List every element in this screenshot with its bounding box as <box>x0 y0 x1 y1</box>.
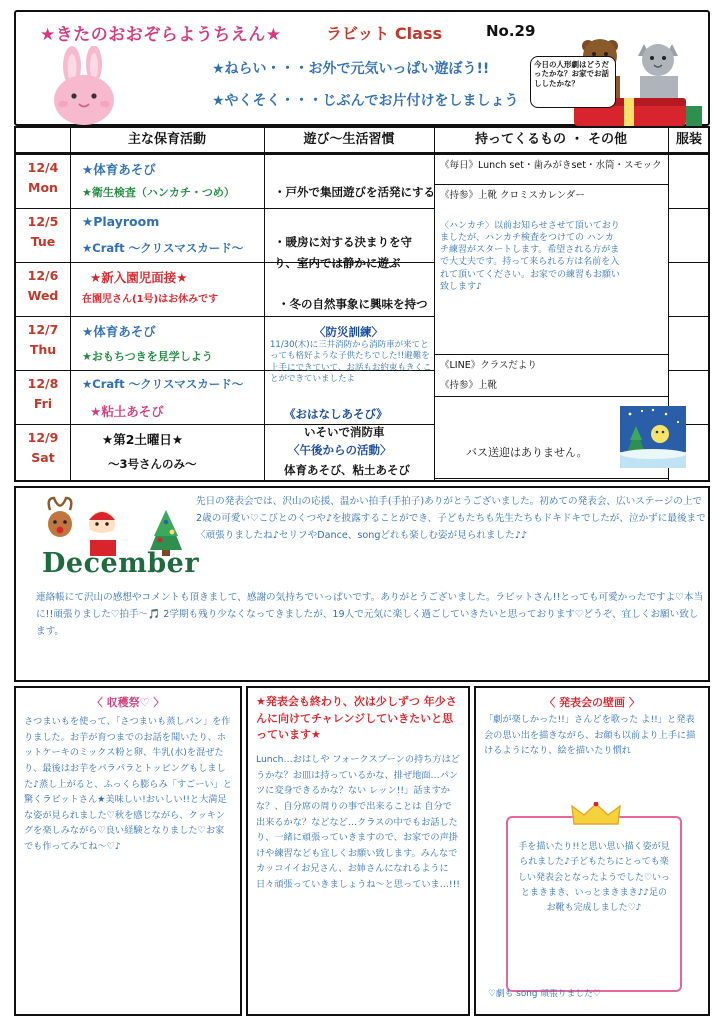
bring-item-5: バス送迎はありません。 <box>466 446 588 459</box>
december-text-1: 先日の発表会では、沢山の応援、温かい拍手(手拍子)ありがとうございました。初めての発表会、広いステージの上で2歳の可愛い♡こびとのくつや♪を披露することができ、子どもたちも先生たちもドキドキでしたが、泣かずに最後まで〈頑張りましたね♪セリフやDance、songどれも楽しむ姿が見られました♪♪ <box>196 496 706 541</box>
table-row-date-0: 12/4 Mon <box>27 160 59 195</box>
play-item-6: いそいで消防車 <box>304 425 385 439</box>
play-item-8: 体育あそび、粘土あそび <box>284 463 411 477</box>
table-row-date-3: 12/7 Thu <box>27 322 59 357</box>
december-word: December <box>42 548 200 579</box>
header <box>14 10 710 126</box>
wall-art-body: 「劇が楽しかった!!」さんどを歌った よ!!」と発表会の思い出を描きながら、お顔も以前より上手に描けるようになり、絵を描いたり慣れ <box>484 714 696 757</box>
col-header-bring: 持ってくるもの ・ その他 <box>474 132 628 147</box>
col-header-clothes: 服装 <box>675 132 702 147</box>
clothes-divider-3 <box>668 316 710 317</box>
table-row-date-1: 12/5 Tue <box>27 214 59 249</box>
activity-1-1: ★Craft ～クリスマスカード～ <box>82 241 244 255</box>
clothes-divider-2 <box>668 262 710 263</box>
play-item-0: ・戸外で集団遊びを活発にする <box>274 185 435 199</box>
table-row-date-4: 12/8 Fri <box>27 376 59 411</box>
col-divider-1 <box>70 128 71 480</box>
clothes-divider-4 <box>668 370 710 371</box>
harvest-festival-box <box>14 686 242 1016</box>
bring-item-1: 《持参》上靴 クロミスカレンダー <box>440 190 585 201</box>
row-divider-3 <box>16 316 434 317</box>
bring-item-2: 〈ハンカチ〉以前お知らせさせて頂いておりましたが、ハンカチ検査をつけての ハンカチ練習がスタートします。希望される方がまで大丈夫です。持って来られる方は名前を入れて頂いてください。お家での練習もお願い致します♪ <box>440 221 621 292</box>
col-divider-3 <box>434 128 435 480</box>
rabbit-illustration <box>38 46 158 128</box>
activity-3-0: ★体育あそび <box>82 324 156 339</box>
play-item-3: 〈防災訓練〉 <box>314 325 383 339</box>
page-title: ★きたのおおぞらようちえん★ <box>40 25 282 45</box>
activity-4-1: ★粘土あそび <box>90 404 164 419</box>
crown-icon <box>570 802 622 828</box>
activity-5-0: ★第2土曜日★ <box>102 432 184 447</box>
issue-number: No.29 <box>486 22 536 40</box>
bring-item-4: 《持参》上靴 <box>440 380 498 391</box>
play-item-1: ・暖房に対する決まりを守り、室内では静かに遊ぶ <box>274 235 412 270</box>
next-steps-title: ★発表会も終わり、次は少しずつ 年少さんに向けてチャレンジしていきたいと思っています★ <box>256 695 457 741</box>
harvest-festival-body: さつまいもを使って、「さつまいも蒸しパン」を作りました。お芋が育つまでのお話を聞いたり、ホットケーキのミックス粉と卵、牛乳(水)を混ぜたり、最後はお芋をパラパラとトッピングもしました♪蒸し上がると、ふっくら膨らみ「すごーい」と驚くラビットさん★美味しい!おいしい!!と大満足な姿が見られました♡秋を感じながら、クッキングを楽しみながら♡良い経験となりました♡お家でも作ってみてね～♡♪ <box>24 716 232 853</box>
activity-0-1: ★衛生検査（ハンカチ・つめ） <box>82 186 235 199</box>
aim-text: ★ねらい・・・お外で元気いっぱい遊ぼう!! <box>212 61 490 77</box>
activity-2-1: 在園児さん(1号)はお休みです <box>82 294 219 305</box>
bring-divider-2 <box>434 354 668 355</box>
december-text-2: 連絡帳にて沢山の感想やコメントも頂きまして、感謝の気持ちでいっぱいです。ありがとうございました。ラビットさん!!とっても可愛かったですよ♡本当に!!頑張りました♡拍手～🎵 2学期も残り少なくなってきましたが、19人で元気に楽しく過ごしていきたいと思っております♡どうぞ、宜しくお願い致します。 <box>36 592 704 637</box>
col-header-play: 遊び～生活習慣 <box>303 132 395 147</box>
december-message-box <box>14 486 710 682</box>
schedule-table <box>14 126 710 482</box>
wall-art-frame <box>506 816 682 992</box>
activity-1-0: ★Playroom <box>82 214 160 229</box>
wall-art-box <box>474 686 710 1016</box>
santa-illustration <box>40 494 190 556</box>
activity-4-0: ★Craft ～クリスマスカード～ <box>82 377 244 391</box>
play-item-2: ・冬の自然事象に興味を持つ <box>278 297 428 311</box>
wall-art-title: 〈 発表会の壁画 〉 <box>544 696 640 709</box>
christmas-illustration <box>620 406 686 468</box>
bring-divider-1 <box>434 184 668 185</box>
play-item-5: 《おはなしあそび》 <box>284 407 388 421</box>
bring-divider-last <box>434 478 668 479</box>
harvest-festival-title: 〈 収穫祭♡ 〉 <box>91 696 165 709</box>
play-item-7: 〈午後からの活動〉 <box>288 443 392 457</box>
promise-text: ★やくそく・・・じぶんでお片付けをしましょう <box>212 93 519 109</box>
row-divider-1 <box>16 208 434 209</box>
class-name: ラビット Class <box>326 24 443 43</box>
bring-item-3: 《LINE》クラスだより <box>440 360 537 371</box>
play-item-4: 11/30(木)に三井消防から消防車が来てとっても格好ような子供たちでした!!避難を上手にできていて、お話もお約束もきくことができていましたよ <box>270 340 432 385</box>
wall-art-frame-text: 手を描いたり!!と思い思い描く姿が見られました♪子どもたちにとっても楽しい発表会となったようでした♡いっとまきまき、いっとまきまき♪♪足の お靴も完成しました♡♪ <box>517 842 671 914</box>
activity-3-1: ★おもちつきを見学しよう <box>82 350 213 363</box>
speech-bubble: 今日の人形劇はどうだったかな？お家でお話ししたかな？ <box>530 56 616 108</box>
next-steps-box <box>246 686 470 1016</box>
table-row-date-2: 12/6 Wed <box>27 268 59 303</box>
activity-5-1: ～3号さんのみ～ <box>108 457 197 471</box>
row-divider-0 <box>16 154 708 155</box>
bring-item-0: 《毎日》Lunch set・歯みがきset・水筒・スモック <box>440 160 662 171</box>
wall-art-tail-text: ♡劇も song 頑張りました♡ <box>488 989 601 999</box>
col-header-activities: 主な保育活動 <box>127 132 206 147</box>
next-steps-body: Lunch…おはしや フォークスプーンの持ち方はどうかな？お皿は持っているかな、排ぜ地面…パンツに変身できるかな？ない レッン!!」話ますかな？、自分席の周りの事で出来ることは 自分で出来るかな？などなど…クラスの中でもお話したり、一緒に頑張っていきますので、お家での声掛けや練習なども宜しくお願い致します。みんなでカッコイイお兄さん、お姉さんになれるように日々頑張っていきましょうね～と思っていま…!!! <box>256 754 460 891</box>
activity-0-0: ★体育あそび <box>82 162 156 177</box>
col-divider-2 <box>264 128 265 480</box>
bring-divider-3 <box>434 396 668 397</box>
table-row-date-5: 12/9 Sat <box>27 430 59 465</box>
activity-2-0: ★新入園児面接★ <box>90 270 188 285</box>
clothes-divider-1 <box>668 208 710 209</box>
